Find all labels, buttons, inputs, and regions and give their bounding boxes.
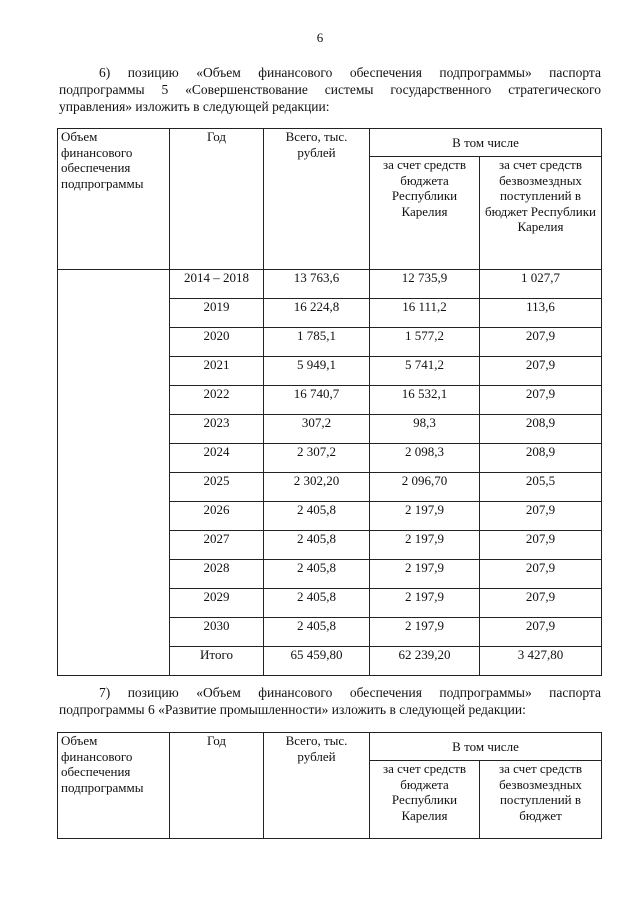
header-free-receipts: за счет средств безвозмездных поступлений в бюджет — [480, 761, 602, 839]
total-cell: 16 740,7 — [264, 386, 370, 415]
table-row — [58, 415, 602, 444]
year-cell: 2020 — [170, 328, 264, 357]
table-row — [58, 618, 602, 647]
year-cell: 2028 — [170, 560, 264, 589]
budget-cell: 2 096,70 — [370, 473, 480, 502]
year-cell: 2021 — [170, 357, 264, 386]
empty-cell — [58, 328, 170, 357]
financing-table-subprogram-5 — [57, 128, 602, 676]
budget-cell: 62 239,20 — [370, 647, 480, 676]
table-row — [58, 647, 602, 676]
total-cell: 307,2 — [264, 415, 370, 444]
empty-cell — [58, 560, 170, 589]
year-cell: 2029 — [170, 589, 264, 618]
total-cell: 2 302,20 — [264, 473, 370, 502]
year-cell: 2030 — [170, 618, 264, 647]
paragraph-7: 7) позицию «Объем финансового обеспечения подпрограммы» паспорта подпрограммы 6 «Развитие промышленности» изложить в следующей редакции: — [59, 685, 601, 717]
free-cell: 113,6 — [480, 299, 602, 328]
budget-cell: 16 111,2 — [370, 299, 480, 328]
header-year: Год — [170, 129, 264, 270]
total-cell: 2 307,2 — [264, 444, 370, 473]
table-row — [58, 560, 602, 589]
free-cell: 207,9 — [480, 357, 602, 386]
header-including: В том числе — [370, 129, 602, 157]
header-budget-funds: за счет средств бюджета Республики Карелия — [370, 157, 480, 270]
budget-cell: 98,3 — [370, 415, 480, 444]
total-cell: 13 763,6 — [264, 270, 370, 299]
free-cell: 208,9 — [480, 415, 602, 444]
total-cell: 16 224,8 — [264, 299, 370, 328]
empty-cell — [58, 502, 170, 531]
total-cell: 2 405,8 — [264, 589, 370, 618]
year-cell: 2023 — [170, 415, 264, 444]
empty-cell — [58, 647, 170, 676]
total-cell: 1 785,1 — [264, 328, 370, 357]
header-total: Всего, тыс. рублей — [264, 129, 370, 270]
budget-cell: 16 532,1 — [370, 386, 480, 415]
year-cell: 2019 — [170, 299, 264, 328]
free-cell: 207,9 — [480, 502, 602, 531]
year-cell: 2027 — [170, 531, 264, 560]
total-cell: 2 405,8 — [264, 560, 370, 589]
free-cell: 205,5 — [480, 473, 602, 502]
total-cell: 65 459,80 — [264, 647, 370, 676]
total-cell: 2 405,8 — [264, 618, 370, 647]
budget-cell: 2 197,9 — [370, 560, 480, 589]
free-cell: 207,9 — [480, 531, 602, 560]
header-budget-funds: за счет средств бюджета Республики Карелия — [370, 761, 480, 839]
total-cell: 5 949,1 — [264, 357, 370, 386]
page-number: 6 — [316, 30, 324, 45]
total-cell: 2 405,8 — [264, 531, 370, 560]
table-row — [58, 473, 602, 502]
empty-cell — [58, 270, 170, 299]
budget-cell: 2 197,9 — [370, 502, 480, 531]
free-cell: 3 427,80 — [480, 647, 602, 676]
year-cell: Итого — [170, 647, 264, 676]
free-cell: 207,9 — [480, 589, 602, 618]
budget-cell: 2 197,9 — [370, 589, 480, 618]
free-cell: 1 027,7 — [480, 270, 602, 299]
empty-cell — [58, 386, 170, 415]
financing-table-subprogram-6 — [57, 732, 602, 839]
empty-cell — [58, 618, 170, 647]
empty-cell — [58, 444, 170, 473]
empty-cell — [58, 473, 170, 502]
header-financing-volume: Объем финансового обеспечения подпрограммы — [58, 129, 170, 270]
free-cell: 207,9 — [480, 328, 602, 357]
table-row — [58, 386, 602, 415]
empty-cell — [58, 589, 170, 618]
table-row — [58, 270, 602, 299]
table-row — [58, 444, 602, 473]
year-cell: 2014 – 2018 — [170, 270, 264, 299]
year-cell: 2024 — [170, 444, 264, 473]
total-cell: 2 405,8 — [264, 502, 370, 531]
header-free-receipts: за счет средств безвозмездных поступлений в бюджет Республики Карелия — [480, 157, 602, 270]
year-cell: 2026 — [170, 502, 264, 531]
header-financing-volume: Объем финансового обеспечения подпрограммы — [58, 733, 170, 839]
year-cell: 2022 — [170, 386, 264, 415]
empty-cell — [58, 415, 170, 444]
year-cell: 2025 — [170, 473, 264, 502]
budget-cell: 2 197,9 — [370, 618, 480, 647]
table-row — [58, 299, 602, 328]
budget-cell: 5 741,2 — [370, 357, 480, 386]
budget-cell: 1 577,2 — [370, 328, 480, 357]
empty-cell — [58, 531, 170, 560]
table-row — [58, 531, 602, 560]
empty-cell — [58, 299, 170, 328]
free-cell: 207,9 — [480, 386, 602, 415]
table-row — [58, 357, 602, 386]
header-year: Год — [170, 733, 264, 839]
free-cell: 207,9 — [480, 618, 602, 647]
header-total: Всего, тыс. рублей — [264, 733, 370, 839]
table-row — [58, 328, 602, 357]
free-cell: 207,9 — [480, 560, 602, 589]
budget-cell: 12 735,9 — [370, 270, 480, 299]
header-including: В том числе — [370, 733, 602, 761]
empty-cell — [58, 357, 170, 386]
free-cell: 208,9 — [480, 444, 602, 473]
paragraph-6: 6) позицию «Объем финансового обеспечения подпрограммы» паспорта подпрограммы 5 «Совершенствование системы государственного стратегического управления» изложить в следующей редакции: — [59, 65, 601, 114]
budget-cell: 2 197,9 — [370, 531, 480, 560]
table-row — [58, 589, 602, 618]
table-row — [58, 502, 602, 531]
budget-cell: 2 098,3 — [370, 444, 480, 473]
